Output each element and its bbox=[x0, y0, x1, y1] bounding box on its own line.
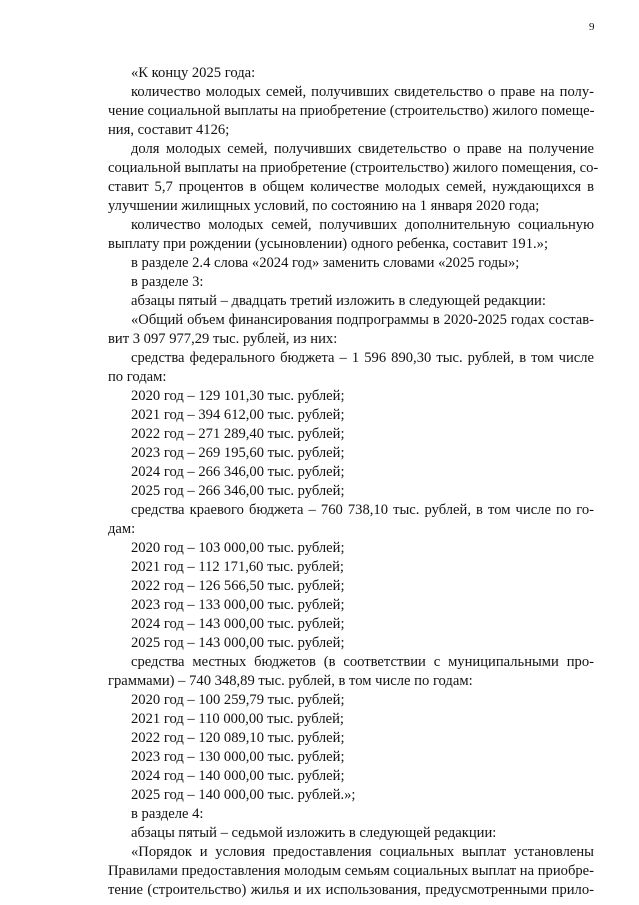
text-line: 2025 год – 266 346,00 тыс. рублей; bbox=[131, 483, 345, 499]
text-line: вит 3 097 977,29 тыс. рублей, из них: bbox=[108, 331, 338, 347]
text-line: «Общий объем финансирования подпрограммы в 2020-2025 годах состав- bbox=[131, 312, 594, 328]
text-line: социальной выплаты на приобретение (строительство) жилого помещения, со- bbox=[108, 160, 599, 176]
text-line: тение (строительство) жилья и их использования, предусмотренными прило- bbox=[108, 882, 594, 898]
text-line: в разделе 2.4 слова «2024 год» заменить словами «2025 годы»; bbox=[131, 255, 520, 271]
text-line: 2023 год – 130 000,00 тыс. рублей; bbox=[131, 749, 345, 765]
text-line: 2021 год – 110 000,00 тыс. рублей; bbox=[131, 711, 344, 727]
text-line: 2023 год – 269 195,60 тыс. рублей; bbox=[131, 445, 345, 461]
text-line: средства местных бюджетов (в соответствии с муниципальными про- bbox=[131, 654, 594, 670]
text-line: количество молодых семей, получивших свидетельство о праве на полу- bbox=[131, 84, 594, 100]
text-line: по годам: bbox=[108, 369, 167, 385]
text-line: средства федерального бюджета – 1 596 890,30 тыс. рублей, в том числе bbox=[131, 350, 594, 366]
text-line: выплату при рождении (усыновлении) одного ребенка, составит 191.»; bbox=[108, 236, 548, 252]
text-line: в разделе 4: bbox=[131, 806, 204, 822]
text-line: Правилами предоставления молодым семьям социальных выплат на приобре- bbox=[108, 863, 594, 879]
text-line: дам: bbox=[108, 521, 136, 537]
text-line: 2021 год – 112 171,60 тыс. рублей; bbox=[131, 559, 344, 575]
text-line: чение социальной выплаты на приобретение (строительство) жилого помеще- bbox=[108, 103, 595, 119]
text-line: 2020 год – 100 259,79 тыс. рублей; bbox=[131, 692, 345, 708]
text-line: ставит 5,7 процентов в общем количестве молодых семей, нуждающихся в bbox=[108, 179, 594, 195]
text-line: ния, составит 4126; bbox=[108, 122, 230, 138]
text-line: 2022 год – 120 089,10 тыс. рублей; bbox=[131, 730, 345, 746]
text-line: 2020 год – 103 000,00 тыс. рублей; bbox=[131, 540, 345, 556]
text-line: абзацы пятый – седьмой изложить в следующей редакции: bbox=[131, 825, 497, 841]
text-line: 2022 год – 126 566,50 тыс. рублей; bbox=[131, 578, 345, 594]
text-line: 2022 год – 271 289,40 тыс. рублей; bbox=[131, 426, 345, 442]
text-line: граммами) – 740 348,89 тыс. рублей, в том числе по годам: bbox=[108, 673, 473, 689]
text-line: 2025 год – 143 000,00 тыс. рублей; bbox=[131, 635, 345, 651]
text-line: абзацы пятый – двадцать третий изложить в следующей редакции: bbox=[131, 293, 546, 309]
page-number: 9 bbox=[589, 21, 595, 33]
text-line: 2024 год – 143 000,00 тыс. рублей; bbox=[131, 616, 345, 632]
text-line: 2025 год – 140 000,00 тыс. рублей.»; bbox=[131, 787, 356, 803]
text-line: количество молодых семей, получивших дополнительную социальную bbox=[131, 217, 594, 233]
text-line: 2024 год – 266 346,00 тыс. рублей; bbox=[131, 464, 345, 480]
text-line: 2020 год – 129 101,30 тыс. рублей; bbox=[131, 388, 345, 404]
text-line: доля молодых семей, получивших свидетельство о праве на получение bbox=[131, 141, 594, 157]
text-line: в разделе 3: bbox=[131, 274, 204, 290]
text-line: 2023 год – 133 000,00 тыс. рублей; bbox=[131, 597, 345, 613]
text-line: средства краевого бюджета – 760 738,10 тыс. рублей, в том числе по го- bbox=[131, 502, 594, 518]
text-line: 2024 год – 140 000,00 тыс. рублей; bbox=[131, 768, 345, 784]
text-line: 2021 год – 394 612,00 тыс. рублей; bbox=[131, 407, 345, 423]
text-line: улучшении жилищных условий, по состоянию на 1 января 2020 года; bbox=[108, 198, 540, 214]
text-line: «К концу 2025 года: bbox=[131, 65, 256, 81]
text-line: «Порядок и условия предоставления социальных выплат установлены bbox=[131, 844, 594, 860]
